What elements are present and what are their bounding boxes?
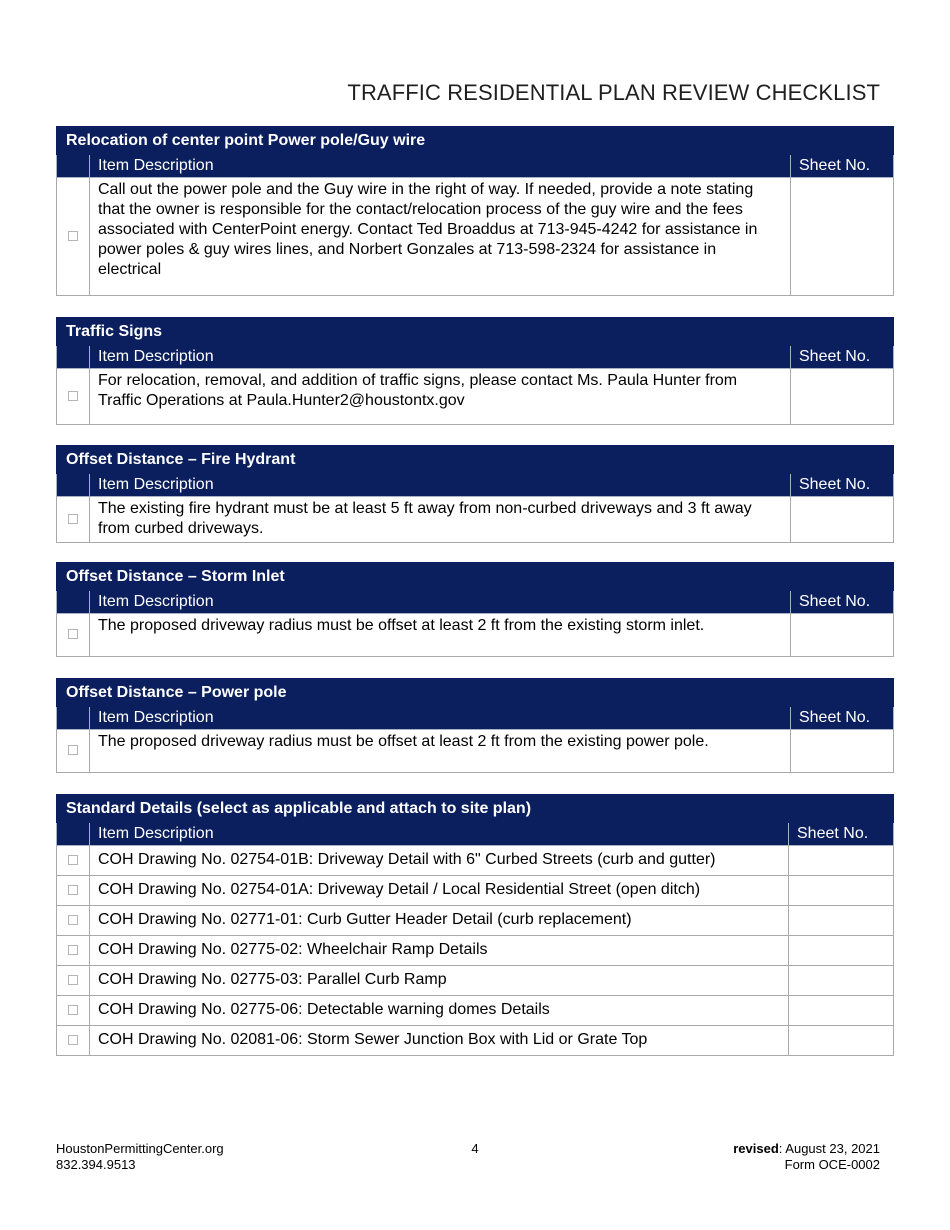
checkbox-cell xyxy=(57,846,90,876)
item-checkbox[interactable] xyxy=(68,1005,78,1015)
section-title: Standard Details (select as applicable and attach to site plan) xyxy=(57,795,894,823)
section-fire-hydrant xyxy=(56,445,894,543)
sheet-no-header: Sheet No. xyxy=(790,155,893,178)
page-number: 4 xyxy=(471,1141,479,1156)
item-description-header: Item Description xyxy=(90,823,789,846)
section-power-pole-guy-wire xyxy=(56,126,894,296)
item-description: COH Drawing No. 02754-01B: Driveway Detail with 6" Curbed Streets (curb and gutter) xyxy=(90,846,789,876)
table-row xyxy=(57,614,894,657)
item-checkbox[interactable] xyxy=(68,945,78,955)
item-checkbox[interactable] xyxy=(68,975,78,985)
checkbox-column-header xyxy=(57,155,90,178)
item-description-header: Item Description xyxy=(90,346,791,369)
form-number: Form OCE-0002 xyxy=(784,1157,880,1172)
item-description: COH Drawing No. 02754-01A: Driveway Detail / Local Residential Street (open ditch) xyxy=(90,876,789,906)
item-description: COH Drawing No. 02081-06: Storm Sewer Junction Box with Lid or Grate Top xyxy=(90,1026,789,1056)
item-checkbox[interactable] xyxy=(68,745,78,755)
footer-revision xyxy=(733,1141,880,1173)
item-description: The proposed driveway radius must be offset at least 2 ft from the existing storm inlet. xyxy=(90,614,791,657)
table-row xyxy=(57,1026,894,1056)
checkbox-cell xyxy=(57,369,90,425)
section-power-pole xyxy=(56,678,894,773)
item-checkbox[interactable] xyxy=(68,885,78,895)
footer-phone: 832.394.9513 xyxy=(56,1157,136,1172)
section-traffic-signs xyxy=(56,317,894,425)
section-standard-details xyxy=(56,794,894,1056)
table-row xyxy=(57,936,894,966)
table-row xyxy=(57,497,894,543)
table-row xyxy=(57,906,894,936)
section-title: Offset Distance – Fire Hydrant xyxy=(57,446,894,474)
checkbox-cell xyxy=(57,876,90,906)
checkbox-column-header xyxy=(57,474,90,497)
checkbox-cell xyxy=(57,906,90,936)
item-description: The proposed driveway radius must be offset at least 2 ft from the existing power pole. xyxy=(90,730,791,773)
sheet-no-field[interactable] xyxy=(789,966,894,996)
sheet-no-header: Sheet No. xyxy=(790,474,893,497)
checkbox-column-header xyxy=(57,707,90,730)
item-description: Call out the power pole and the Guy wire in the right of way. If needed, provide a note stating that the owner is responsible for the contact/relocation process of the guy wire and the fees associated with CenterPoint energy. Contact Ted Broaddus at 713-945-4242 for assistance in power poles & guy wires lines, and Norbert Gonzales at 713-598-2324 for assistance in electrical xyxy=(90,178,791,296)
item-description-header: Item Description xyxy=(90,591,791,614)
item-checkbox[interactable] xyxy=(68,855,78,865)
page-title: TRAFFIC RESIDENTIAL PLAN REVIEW CHECKLIST xyxy=(347,80,880,105)
sheet-no-field[interactable] xyxy=(789,906,894,936)
sheet-no-field[interactable] xyxy=(789,936,894,966)
sheet-no-field[interactable] xyxy=(790,614,893,657)
item-description: COH Drawing No. 02771-01: Curb Gutter Header Detail (curb replacement) xyxy=(90,906,789,936)
table-row xyxy=(57,730,894,773)
sheet-no-header: Sheet No. xyxy=(789,823,894,846)
checkbox-column-header xyxy=(57,346,90,369)
checkbox-cell xyxy=(57,497,90,543)
table-row xyxy=(57,876,894,906)
sheet-no-header: Sheet No. xyxy=(790,591,893,614)
sheet-no-field[interactable] xyxy=(791,369,894,425)
item-description-header: Item Description xyxy=(90,707,791,730)
checkbox-cell xyxy=(57,614,90,657)
sheet-no-field[interactable] xyxy=(790,497,893,543)
checkbox-cell xyxy=(57,1026,90,1056)
footer-website-link[interactable]: HoustonPermittingCenter.org xyxy=(56,1141,224,1156)
revised-date: : August 23, 2021 xyxy=(778,1141,880,1156)
section-title: Offset Distance – Storm Inlet xyxy=(57,563,894,591)
sheet-no-field[interactable] xyxy=(790,178,893,296)
sheet-no-header: Sheet No. xyxy=(791,346,894,369)
checkbox-cell xyxy=(57,730,90,773)
item-description-header: Item Description xyxy=(90,155,791,178)
item-description: For relocation, removal, and addition of traffic signs, please contact Ms. Paula Hunter from Traffic Operations at Paula.Hunter2@houstontx.gov xyxy=(90,369,791,425)
item-checkbox[interactable] xyxy=(68,1035,78,1045)
item-description: COH Drawing No. 02775-02: Wheelchair Ramp Details xyxy=(90,936,789,966)
checkbox-cell xyxy=(57,936,90,966)
sheet-no-field[interactable] xyxy=(789,876,894,906)
revised-label: revised xyxy=(733,1141,779,1156)
sheet-no-field[interactable] xyxy=(789,846,894,876)
section-title: Traffic Signs xyxy=(57,318,894,346)
section-storm-inlet xyxy=(56,562,894,657)
checkbox-column-header xyxy=(57,591,90,614)
table-row xyxy=(57,996,894,1026)
checkbox-cell xyxy=(57,178,90,296)
item-checkbox[interactable] xyxy=(68,629,78,639)
item-description: COH Drawing No. 02775-06: Detectable warning domes Details xyxy=(90,996,789,1026)
item-description: The existing fire hydrant must be at least 5 ft away from non-curbed driveways and 3 ft away from curbed driveways. xyxy=(90,497,791,543)
table-row xyxy=(57,966,894,996)
sheet-no-header: Sheet No. xyxy=(790,707,893,730)
item-checkbox[interactable] xyxy=(68,514,78,524)
table-row xyxy=(57,178,894,296)
table-row xyxy=(57,846,894,876)
sheet-no-field[interactable] xyxy=(789,996,894,1026)
checkbox-cell xyxy=(57,966,90,996)
item-description-header: Item Description xyxy=(90,474,791,497)
item-description: COH Drawing No. 02775-03: Parallel Curb Ramp xyxy=(90,966,789,996)
checkbox-column-header xyxy=(57,823,90,846)
item-checkbox[interactable] xyxy=(68,231,78,241)
section-title: Offset Distance – Power pole xyxy=(57,679,894,707)
checkbox-cell xyxy=(57,996,90,1026)
table-row xyxy=(57,369,894,425)
section-title: Relocation of center point Power pole/Guy wire xyxy=(57,127,894,155)
sheet-no-field[interactable] xyxy=(789,1026,894,1056)
item-checkbox[interactable] xyxy=(68,915,78,925)
sheet-no-field[interactable] xyxy=(790,730,893,773)
item-checkbox[interactable] xyxy=(68,391,78,401)
